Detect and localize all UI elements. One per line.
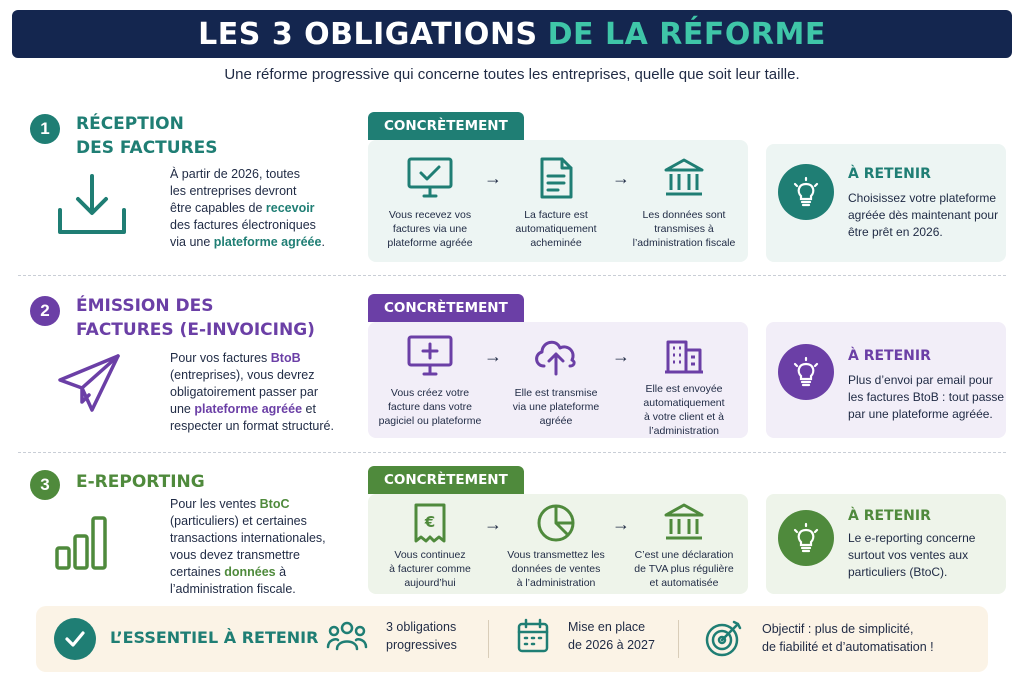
tab-concretement: CONCRÈTEMENT bbox=[368, 466, 524, 494]
step-1 bbox=[370, 156, 490, 250]
lightbulb-icon bbox=[778, 344, 834, 400]
summary-item-text: 3 obligations progressives bbox=[386, 620, 457, 652]
tab-concretement: CONCRÈTEMENT bbox=[368, 112, 524, 140]
step-3 bbox=[624, 502, 744, 590]
section-number: 3 bbox=[30, 470, 60, 500]
summary-item bbox=[326, 618, 457, 654]
steps-panel bbox=[368, 494, 748, 594]
summary-footer bbox=[36, 606, 988, 672]
euro-receipt-icon bbox=[410, 502, 450, 544]
section-description: À partir de 2026, toutes les entreprises devront être capables de recevoir des factures électroniques via une plateforme agréée. bbox=[170, 167, 325, 249]
section-description: Pour les ventes BtoC (particuliers) et certaines transactions internationales, vous devez transmettre certaines données à l’administration fiscale. bbox=[170, 497, 326, 596]
retain-text: Le e-reporting concerne surtout vos ventes aux particuliers (BtoC). bbox=[848, 531, 976, 579]
lightbulb-icon bbox=[778, 164, 834, 220]
steps-panel bbox=[368, 322, 748, 438]
retain-box bbox=[766, 494, 1006, 594]
summary-item-text: Mise en place de 2026 à 2027 bbox=[568, 620, 655, 652]
section-title: E-REPORTING bbox=[76, 472, 205, 492]
title-banner bbox=[12, 10, 1012, 58]
arrow-icon: → bbox=[484, 168, 502, 188]
step-text: Vous transmettez les données de ventes à l’administration bbox=[507, 549, 605, 589]
pie-chart-icon bbox=[535, 502, 577, 544]
arrow-icon: → bbox=[484, 514, 502, 534]
title-part-1: LES 3 OBLIGATIONS bbox=[198, 16, 538, 52]
bank-building-icon bbox=[662, 502, 706, 544]
retain-box bbox=[766, 144, 1006, 262]
paper-plane-icon bbox=[56, 352, 122, 419]
step-text: La facture est automatiquement acheminée bbox=[515, 209, 597, 249]
step-text: Vous recevez vos factures via une plateforme agréée bbox=[387, 209, 473, 249]
svg-text:€: € bbox=[424, 513, 436, 531]
retain-title: À RETENIR bbox=[848, 348, 931, 364]
divider bbox=[18, 452, 1006, 453]
calendar-icon bbox=[516, 618, 550, 654]
arrow-icon: → bbox=[484, 346, 502, 366]
step-text: Elle est envoyée automatiquement à votre client et à l’administration bbox=[643, 383, 725, 437]
step-1 bbox=[370, 334, 490, 428]
bar-chart-icon bbox=[54, 510, 120, 577]
bank-building-icon bbox=[662, 156, 706, 200]
section-number: 1 bbox=[30, 114, 60, 144]
step-3 bbox=[624, 156, 744, 250]
retain-text: Choisissez votre plateforme agréée dès maintenant pour être prêt en 2026. bbox=[848, 191, 999, 239]
people-icon bbox=[326, 619, 368, 653]
arrow-icon: → bbox=[612, 346, 630, 366]
section-number: 2 bbox=[30, 296, 60, 326]
download-tray-icon bbox=[54, 172, 130, 243]
step-2 bbox=[496, 156, 616, 250]
step-2 bbox=[496, 334, 616, 428]
retain-title: À RETENIR bbox=[848, 166, 931, 182]
separator bbox=[678, 620, 679, 658]
arrow-icon: → bbox=[612, 168, 630, 188]
step-3 bbox=[624, 332, 744, 438]
summary-item bbox=[516, 618, 655, 654]
step-text: C’est une déclaration de TVA plus régulière et automatisée bbox=[634, 549, 734, 589]
step-text: Vous continuez à facturer comme aujourd’hui bbox=[389, 549, 471, 589]
document-icon bbox=[536, 156, 576, 200]
section-description: Pour vos factures BtoB (entreprises), vous devrez obligatoirement passer par une plateforme agréée et respecter un format structuré. bbox=[170, 351, 334, 433]
divider bbox=[18, 275, 1006, 276]
retain-box bbox=[766, 322, 1006, 438]
cloud-upload-icon bbox=[530, 334, 582, 378]
monitor-check-icon bbox=[406, 156, 454, 200]
retain-title: À RETENIR bbox=[848, 508, 931, 524]
step-text: Les données sont transmises à l’administration fiscale bbox=[632, 209, 736, 249]
step-text: Vous créez votre facture dans votre pagiciel ou plateforme bbox=[378, 387, 482, 427]
step-2 bbox=[496, 502, 616, 590]
step-text: Elle est transmise via une plateforme agréée bbox=[512, 387, 600, 427]
retain-text: Plus d’envoi par email pour les factures BtoB : tout passe par une plateforme agréée. bbox=[848, 373, 1005, 421]
title-part-2: DE LA RÉFORME bbox=[547, 16, 826, 52]
section-title: RÉCEPTION DES FACTURES bbox=[76, 114, 218, 158]
check-circle-icon bbox=[54, 618, 96, 660]
summary-title: L’ESSENTIEL À RETENIR bbox=[110, 628, 319, 647]
summary-item bbox=[704, 618, 934, 658]
office-building-icon bbox=[662, 332, 706, 376]
section-title: ÉMISSION DES FACTURES (E-INVOICING) bbox=[76, 296, 315, 340]
monitor-plus-icon bbox=[406, 334, 454, 378]
summary-item-text: Objectif : plus de simplicité, de fiabilité et d’automatisation ! bbox=[762, 622, 934, 654]
arrow-icon: → bbox=[612, 514, 630, 534]
step-1 bbox=[370, 502, 490, 590]
tab-concretement: CONCRÈTEMENT bbox=[368, 294, 524, 322]
target-icon bbox=[704, 618, 744, 658]
subtitle: Une réforme progressive qui concerne toutes les entreprises, quelle que soit leur taille. bbox=[224, 66, 800, 83]
steps-panel bbox=[368, 140, 748, 262]
lightbulb-icon bbox=[778, 510, 834, 566]
separator bbox=[488, 620, 489, 658]
